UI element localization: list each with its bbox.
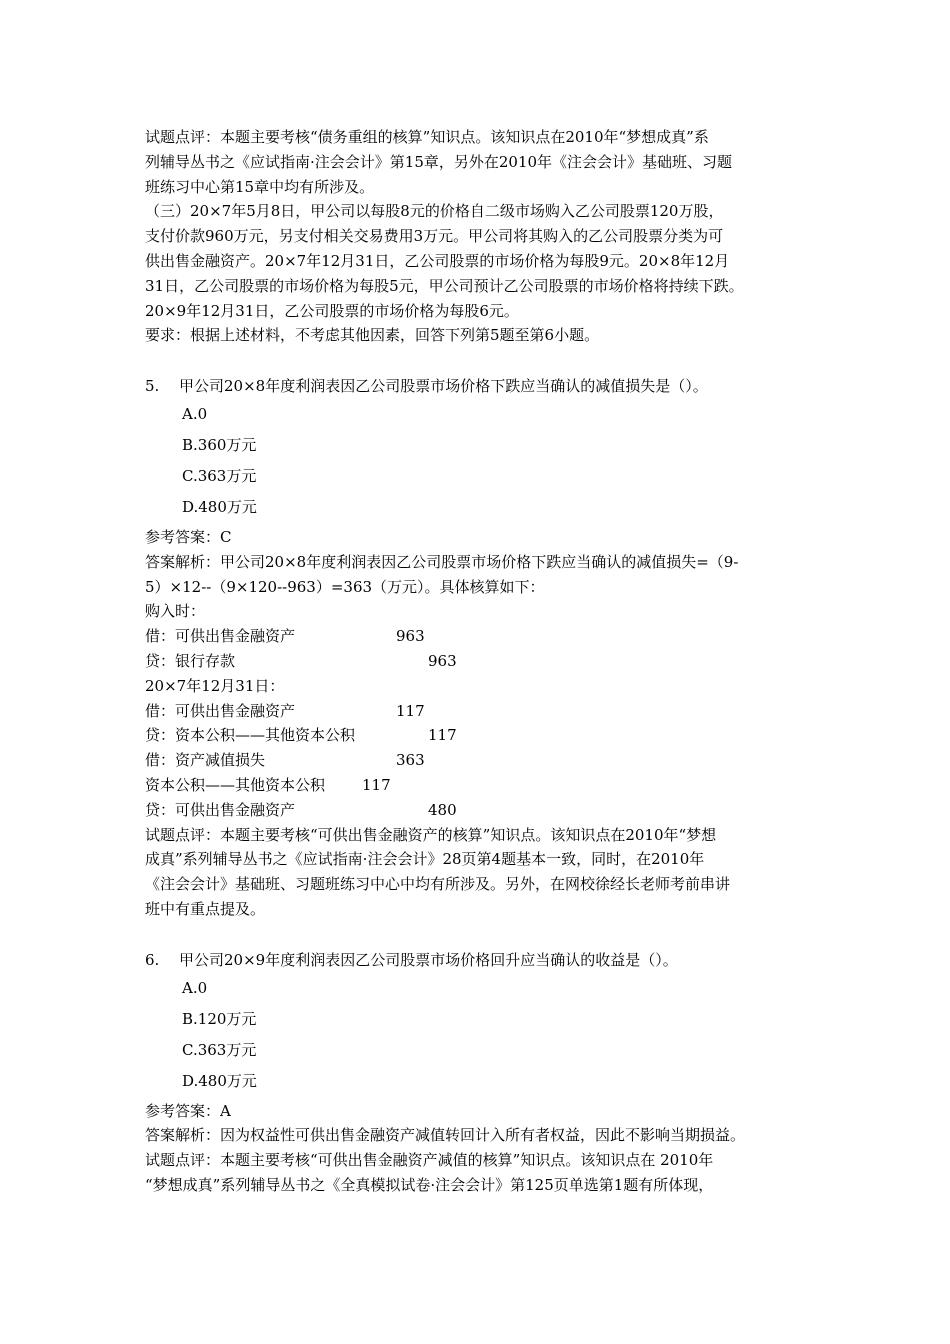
option-d: D.480万元: [182, 497, 257, 516]
date-label: 20×7年12月31日：: [145, 676, 285, 695]
material-line: 供出售金融资产。20×7年12月31日，乙公司股票的市场价格为每股9元。20×8年12月: [145, 251, 730, 270]
material-line: 支付价款960万元，另支付相关交易费用3万元。甲公司将其购入的乙公司股票分类为可: [145, 227, 724, 246]
material-line: 20×9年12月31日，乙公司股票的市场价格为每股6元。: [145, 301, 519, 320]
question-5: [145, 373, 820, 922]
comment-line: 列辅导丛书之《应试指南·注会会计》第15章，另外在2010年《注会会计》基础班、习题: [145, 152, 733, 171]
document-page: [145, 125, 820, 1198]
journal-entry: [145, 748, 820, 773]
comment-line: 试题点评：本题主要考核“可供出售金融资产减值的核算”知识点。该知识点在 2010年: [145, 1151, 714, 1170]
question-text: 甲公司20×9年度利润表因乙公司股票市场价格回升应当确认的收益是（）。: [179, 950, 678, 969]
entry-label: 贷：可供出售金融资产: [145, 800, 296, 819]
analysis-line: 答案解析：因为权益性可供出售金融资产减值转回计入所有者权益，因此不影响当期损益。: [145, 1126, 746, 1145]
question-6: [145, 947, 820, 1198]
question-number: 5.: [145, 376, 160, 395]
option-b: B.120万元: [182, 1009, 257, 1028]
option-c: C.363万元: [182, 1040, 257, 1059]
entry-label: 资本公积——其他资本公积: [145, 775, 326, 794]
comment-line: “梦想成真”系列辅导丛书之《全真模拟试卷·注会会计》第125页单选第1题有所体现，: [145, 1175, 714, 1194]
entry-amount: 117: [362, 775, 391, 794]
journal-entry: [145, 649, 820, 674]
entry-amount: 117: [428, 726, 457, 745]
comment-line: 试题点评：本题主要考核“债务重组的核算”知识点。该知识点在2010年“梦想成真”系: [145, 128, 709, 146]
question-number: 6.: [145, 950, 160, 969]
requirement-line: 要求：根据上述材料，不考虑其他因素，回答下列第5题至第6小题。: [145, 326, 600, 345]
option-c: C.363万元: [182, 466, 257, 485]
journal-entry: [145, 723, 820, 748]
journal-entry: [145, 699, 820, 724]
comment-line: 班练习中心第15章中均有所涉及。: [145, 177, 375, 196]
material-line: （三）20×7年5月8日，甲公司以每股8元的价格自二级市场购入乙公司股票120万股，: [145, 202, 724, 221]
option-b: B.360万元: [182, 435, 257, 454]
entry-amount: 480: [428, 800, 457, 819]
question-text: 甲公司20×8年度利润表因乙公司股票市场价格下跌应当确认的减值损失是（）。: [179, 376, 708, 395]
material-line: 31日，乙公司股票的市场价格为每股5元，甲公司预计乙公司股票的市场价格将持续下跌。: [145, 276, 744, 295]
analysis-line: 答案解析：甲公司20×8年度利润表因乙公司股票市场价格下跌应当确认的减值损失=（9-: [145, 552, 739, 571]
journal-entry: [145, 624, 820, 649]
entry-label: 贷：银行存款: [145, 651, 236, 670]
comment-line: 《注会会计》基础班、习题班练习中心中均有所涉及。另外，在网校徐经长老师考前串讲: [145, 875, 731, 894]
entry-amount: 363: [396, 751, 425, 770]
entry-amount: 117: [396, 701, 425, 720]
entry-amount: 963: [428, 651, 457, 670]
entry-label: 借：资产减值损失: [145, 751, 266, 770]
entry-label: 贷：资本公积——其他资本公积: [145, 726, 356, 745]
question-stem: [145, 947, 820, 973]
option-d: D.480万元: [182, 1071, 257, 1090]
analysis-line: 5）×12--（9×120--963）=363（万元）。具体核算如下：: [145, 577, 545, 596]
purchase-label: 购入时：: [145, 602, 206, 621]
intro-section: [145, 125, 820, 348]
reference-answer: 参考答案：A: [145, 1101, 231, 1120]
comment-line: 班中有重点提及。: [145, 899, 266, 918]
option-a: A.0: [182, 978, 208, 997]
option-a: A.0: [182, 404, 208, 423]
entry-amount: 963: [396, 627, 425, 646]
question-stem: [145, 373, 820, 399]
reference-answer: 参考答案：C: [145, 527, 232, 546]
comment-line: 成真”系列辅导丛书之《应试指南·注会会计》28页第4题基本一致，同时，在2010年: [145, 850, 705, 869]
entry-label: 借：可供出售金融资产: [145, 627, 296, 646]
comment-line: 试题点评：本题主要考核“可供出售金融资产的核算”知识点。该知识点在2010年“梦想: [145, 825, 717, 844]
journal-entry: [145, 798, 820, 823]
journal-entry: [145, 773, 820, 798]
entry-label: 借：可供出售金融资产: [145, 701, 296, 720]
